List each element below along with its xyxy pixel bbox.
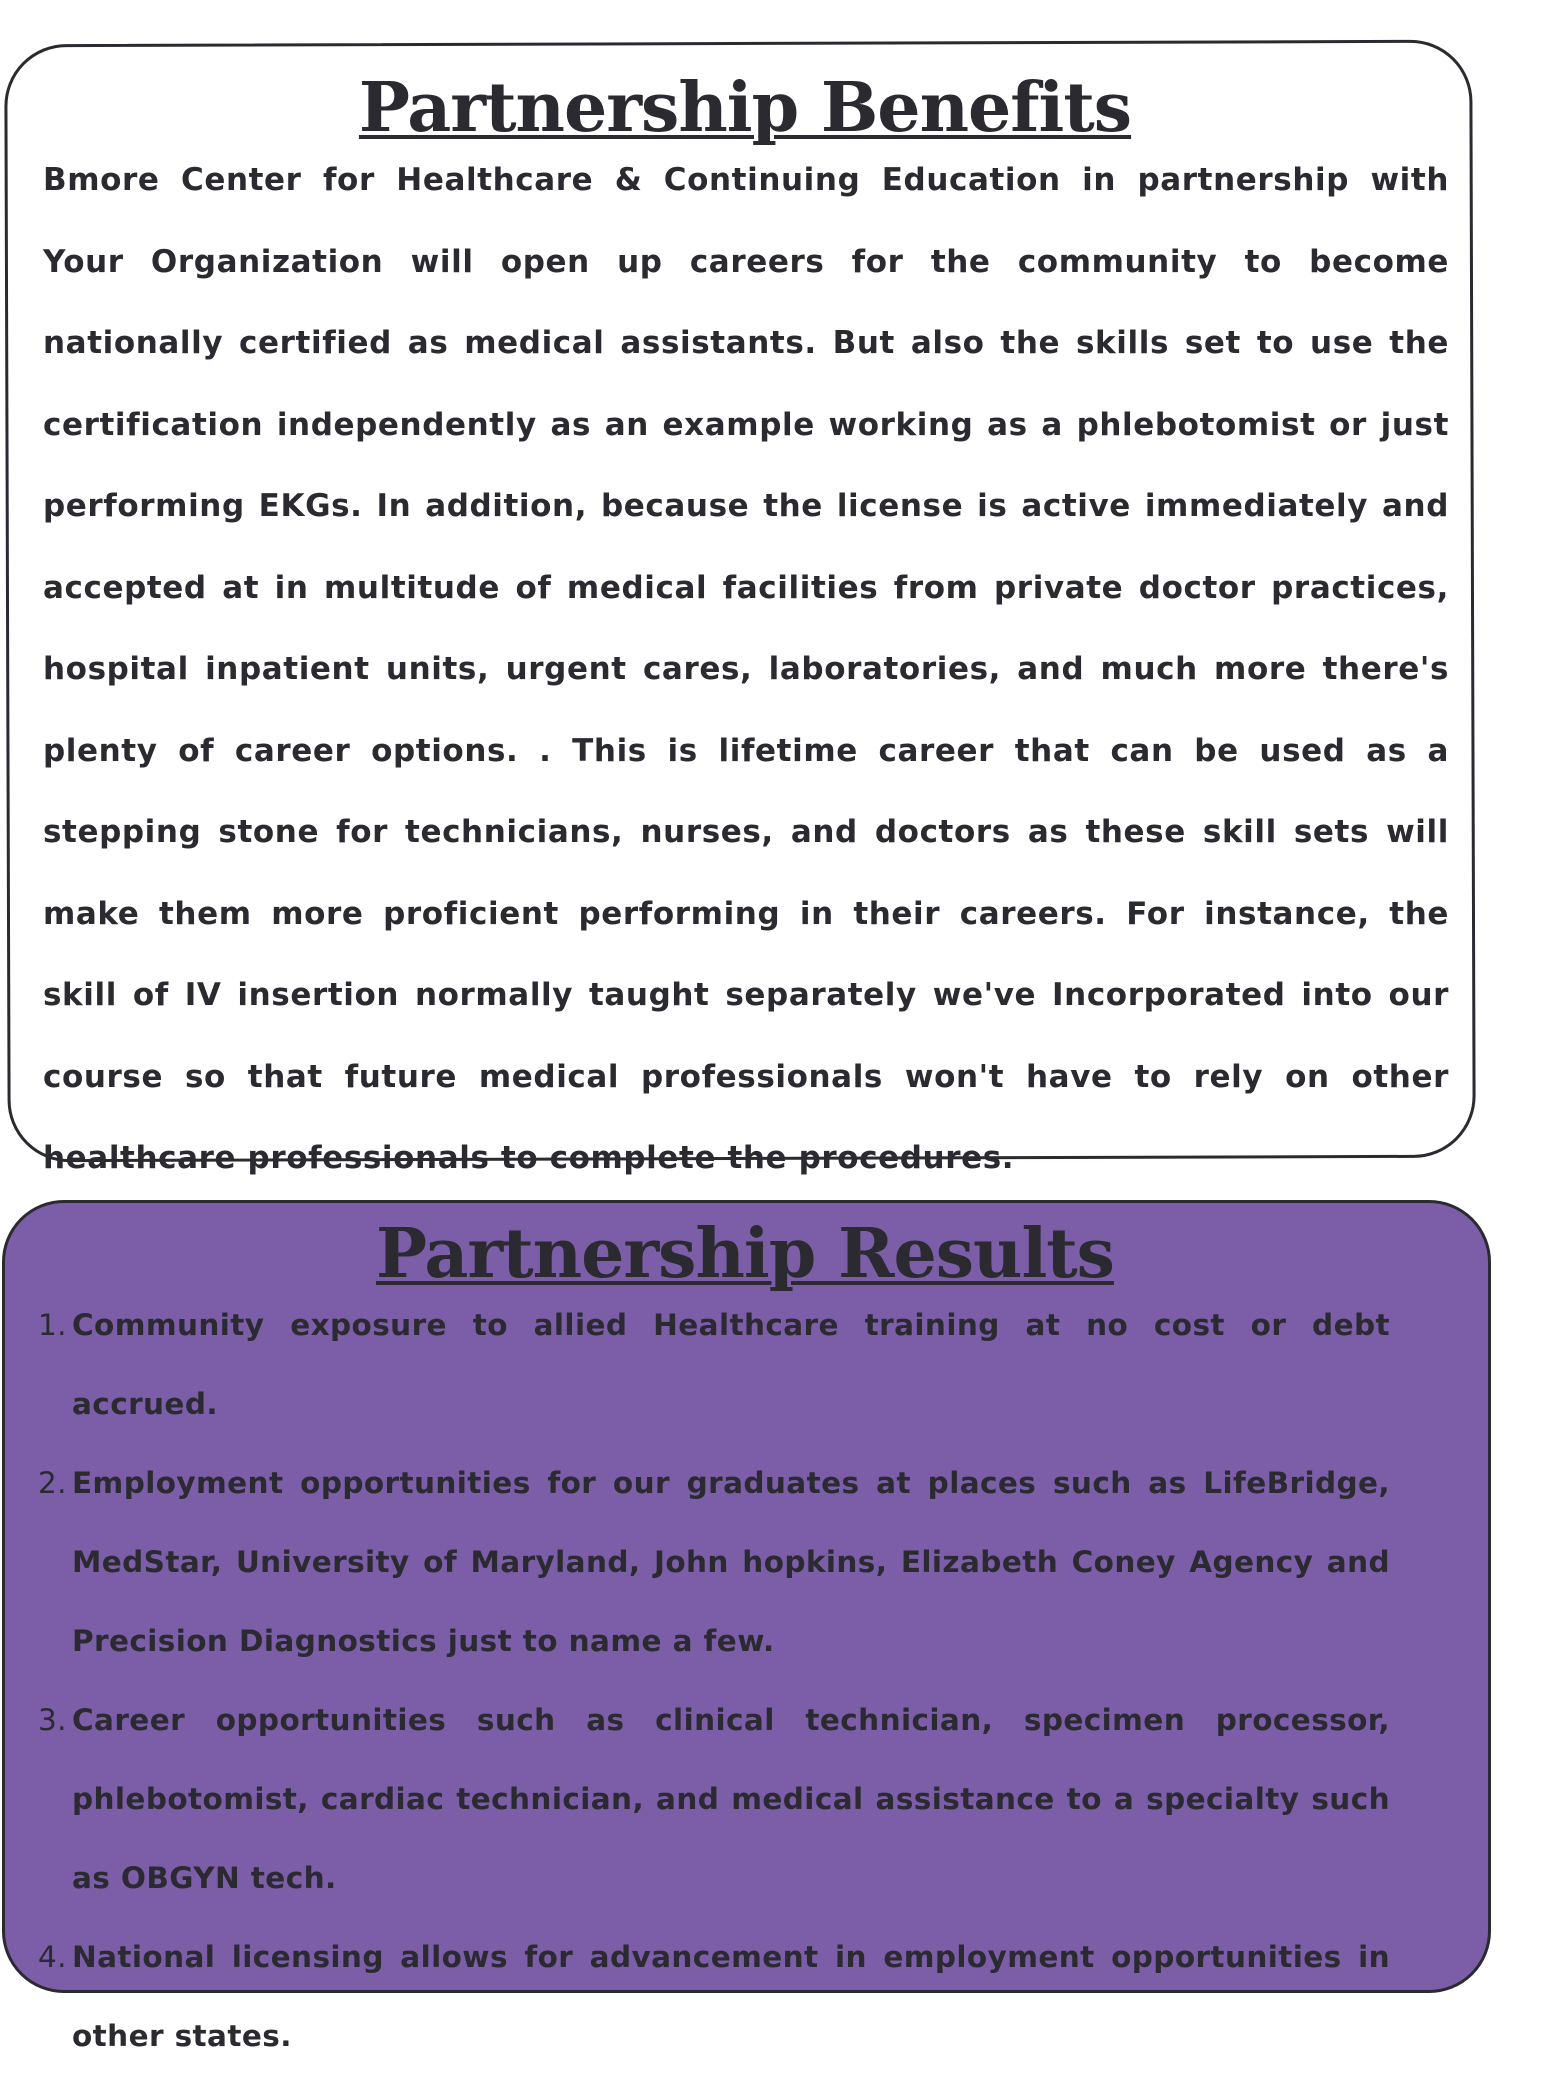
list-item-text: Career opportunities such as clinical technician, specimen processor, phlebotomist, cardiac technician, and medical assistance to a specialty such as OBGYN tech. bbox=[72, 1703, 1390, 1895]
list-item-number: 1. bbox=[38, 1308, 67, 1342]
list-item-text: Community exposure to allied Healthcare training at no cost or debt accrued. bbox=[72, 1308, 1390, 1421]
list-item-number: 2. bbox=[38, 1466, 67, 1500]
list-item bbox=[38, 1918, 1390, 2076]
results-title-text: Partnership Results bbox=[376, 1214, 1114, 1294]
list-item bbox=[38, 1444, 1390, 1681]
benefits-title bbox=[0, 68, 1490, 148]
list-item-text: National licensing allows for advancement in employment opportunities in other states. bbox=[72, 1940, 1390, 2053]
benefits-body: Bmore Center for Healthcare & Continuing Education in partnership with Your Organization will open up careers for the community to become nationally certified as medical assistants. But also the skills set to use the certification independently as an example working as a phlebotomist or just performing EKGs. In addition, because the license is active immediately and accepted at in multitude of medical facilities from private doctor practices, hospital inpatient units, urgent cares, laboratories, and much more there's plenty of career options. . This is lifetime career that can be used as a stepping stone for technicians, nurses, and doctors as these skill sets will make them more proficient performing in their careers. For instance, the skill of IV insertion normally taught separately we've Incorporated into our course so that future medical professionals won't have to rely on other healthcare professionals to complete the procedures. bbox=[43, 162, 1449, 1176]
benefits-title-text: Partnership Benefits bbox=[358, 68, 1132, 148]
list-item-number: 4. bbox=[38, 1940, 67, 1974]
list-item bbox=[38, 1681, 1390, 1918]
list-item bbox=[38, 1286, 1390, 1444]
results-title bbox=[0, 1214, 1490, 1294]
results-list bbox=[38, 1286, 1390, 2076]
list-item-text: Employment opportunities for our graduates at places such as LifeBridge, MedStar, University of Maryland, John hopkins, Elizabeth Coney Agency and Precision Diagnostics just to name a few. bbox=[72, 1466, 1390, 1658]
list-item-number: 3. bbox=[38, 1703, 67, 1737]
